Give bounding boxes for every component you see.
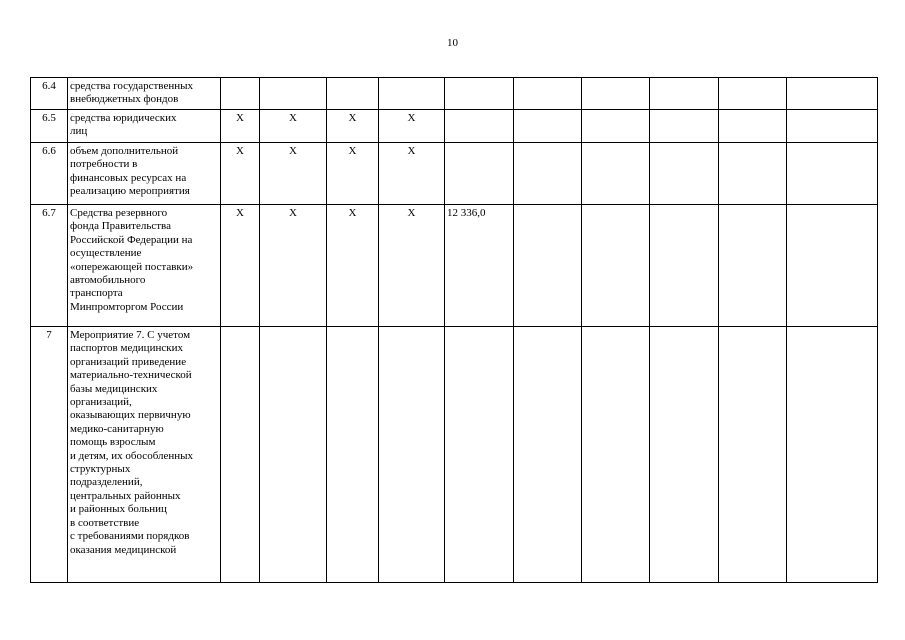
table-cell <box>787 205 878 327</box>
row-number: 6.4 <box>31 78 68 110</box>
table-row <box>31 205 878 327</box>
table-row <box>31 327 878 583</box>
table-cell <box>582 327 650 583</box>
row-name: объем дополнительной потребности в финансовых ресурсах на реализацию мероприятия <box>68 143 221 205</box>
table-cell: X <box>260 110 327 143</box>
table-cell <box>787 143 878 205</box>
table-cell <box>514 110 582 143</box>
table-cell: X <box>327 143 379 205</box>
table-cell <box>260 78 327 110</box>
table-cell <box>445 327 514 583</box>
table-cell: X <box>379 110 445 143</box>
measures-table <box>30 77 878 583</box>
row-name: средства юридических лиц <box>68 110 221 143</box>
table-cell <box>719 78 787 110</box>
table-cell <box>379 78 445 110</box>
table-cell <box>719 110 787 143</box>
table-cell <box>514 205 582 327</box>
table-cell: X <box>260 143 327 205</box>
table-cell <box>650 143 719 205</box>
table-cell <box>650 327 719 583</box>
page-number: 10 <box>447 37 458 49</box>
table-cell: X <box>379 205 445 327</box>
table-cell: X <box>260 205 327 327</box>
table-cell <box>327 327 379 583</box>
table-cell <box>327 78 379 110</box>
table-cell: X <box>221 143 260 205</box>
table-cell <box>221 78 260 110</box>
table-cell <box>582 143 650 205</box>
table-row <box>31 78 878 110</box>
table-cell <box>221 327 260 583</box>
table-cell <box>514 143 582 205</box>
table-cell <box>787 78 878 110</box>
row-name: Средства резервного фонда Правительства Российской Федерации на осуществление «опережающей поставки» автомобильного транспорта Минпромторгом России <box>68 205 221 327</box>
table-cell <box>514 78 582 110</box>
table-cell: X <box>327 110 379 143</box>
row-number: 6.6 <box>31 143 68 205</box>
table-cell <box>260 327 327 583</box>
table-cell <box>719 327 787 583</box>
row-number: 6.5 <box>31 110 68 143</box>
table-cell: X <box>327 205 379 327</box>
table-cell: 12 336,0 <box>445 205 514 327</box>
table-row <box>31 143 878 205</box>
table-cell <box>650 110 719 143</box>
table-cell <box>379 327 445 583</box>
table-cell <box>582 205 650 327</box>
table-cell: X <box>379 143 445 205</box>
table-cell <box>582 78 650 110</box>
table-cell <box>582 110 650 143</box>
table-cell <box>719 205 787 327</box>
row-number: 7 <box>31 327 68 583</box>
row-name: средства государственных внебюджетных фондов <box>68 78 221 110</box>
table-cell <box>650 205 719 327</box>
row-name: Мероприятие 7. С учетом паспортов медицинских организаций приведение материально-технической базы медицинских организаций, оказывающих первичную медико-санитарную помощь взрослым и детям, их обособленных структурных подразделений, центральных районных и районных больниц в соответствие с требованиями порядков оказания медицинской <box>68 327 221 583</box>
table-cell <box>719 143 787 205</box>
table-cell <box>445 110 514 143</box>
table-cell <box>650 78 719 110</box>
table-row <box>31 110 878 143</box>
table-cell <box>787 110 878 143</box>
table-cell: X <box>221 110 260 143</box>
table-cell <box>787 327 878 583</box>
table-cell <box>514 327 582 583</box>
table-cell <box>445 78 514 110</box>
row-number: 6.7 <box>31 205 68 327</box>
table-cell <box>445 143 514 205</box>
table-cell: X <box>221 205 260 327</box>
